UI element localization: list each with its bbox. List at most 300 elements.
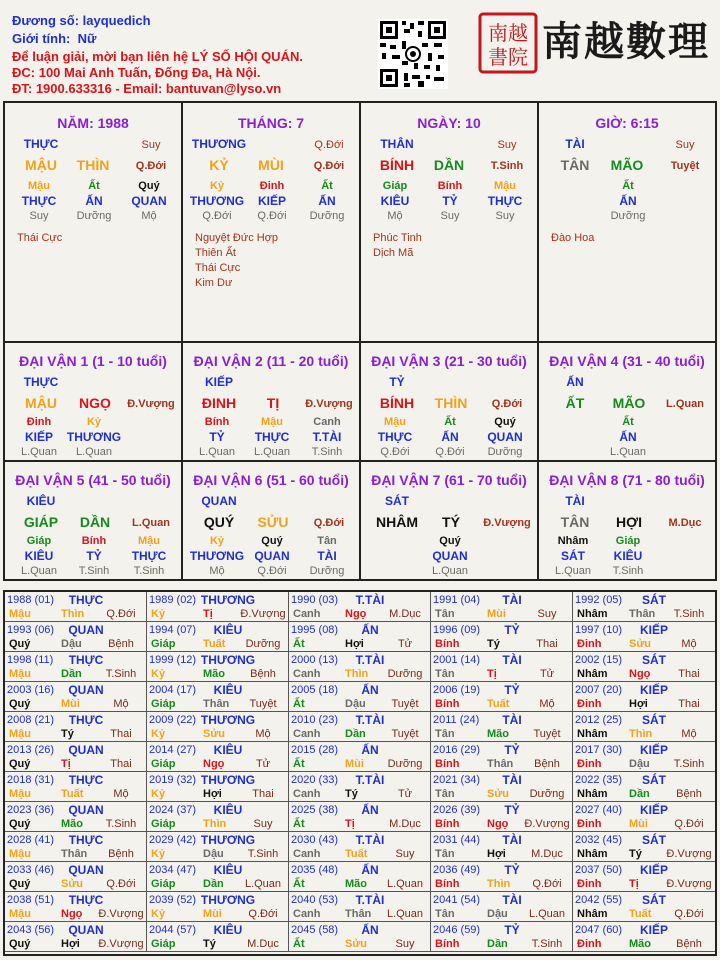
dai-van-6[interactable] xyxy=(183,462,359,579)
dai-van-title[interactable]: ĐẠI VẬN 3 (21 - 30 tuổi) xyxy=(371,353,527,369)
hidden-life: Dưỡng xyxy=(309,565,345,577)
year-star: SÁT xyxy=(642,713,666,727)
year-label: 2006 (19) xyxy=(433,684,481,696)
year-cell[interactable] xyxy=(289,742,431,772)
year-star: TÀI xyxy=(502,833,522,847)
year-life-stage: Mộ xyxy=(113,788,129,800)
year-stem: Đinh xyxy=(577,818,602,830)
hidden-life: Q.Đới xyxy=(380,446,410,458)
hidden-stem: Tân xyxy=(317,535,337,547)
hidden-life: Suy xyxy=(29,210,49,222)
year-label: 2003 (16) xyxy=(7,684,55,696)
year-branch: Thân xyxy=(345,908,372,920)
year-label: 2002 (15) xyxy=(575,654,623,666)
year-label: 1994 (07) xyxy=(149,624,197,636)
year-stem: Kỷ xyxy=(151,668,166,680)
hidden-star: QUAN xyxy=(432,549,468,563)
year-cell[interactable] xyxy=(289,772,431,802)
dai-van-2[interactable] xyxy=(183,343,359,460)
year-life-stage: Đ.Vượng xyxy=(98,908,144,920)
year-life-stage: Thai xyxy=(678,698,700,710)
dai-van-title[interactable]: ĐẠI VẬN 6 (51 - 60 tuổi) xyxy=(193,472,349,488)
dai-van-4[interactable] xyxy=(539,343,715,460)
year-branch: Sửu xyxy=(345,938,368,950)
hidden-stem: Nhâm xyxy=(557,535,589,547)
year-stem: Ất xyxy=(293,638,305,650)
dai-van-8[interactable] xyxy=(539,462,715,579)
year-label: 2030 (43) xyxy=(291,834,339,846)
pillar-can-chi-star: Q.Đới xyxy=(313,160,345,172)
dai-van-title[interactable]: ĐẠI VẬN 2 (11 - 20 tuổi) xyxy=(193,353,349,369)
year-cell[interactable] xyxy=(573,802,715,832)
pillar-title: NĂM: 1988 xyxy=(57,115,129,131)
year-cell[interactable] xyxy=(5,622,147,652)
hidden-star: ẤN xyxy=(85,194,103,208)
year-life-stage: Thai xyxy=(110,728,132,740)
year-branch: Dần xyxy=(61,668,82,680)
year-life-stage: Suy xyxy=(395,848,415,860)
hidden-stem: Ất xyxy=(88,180,100,192)
shensha-item: Thiên Ất xyxy=(195,247,236,259)
year-cell[interactable] xyxy=(289,592,431,622)
year-star: THƯƠNG xyxy=(200,593,256,607)
shensha-item: Dịch Mã xyxy=(373,247,414,259)
year-stem: Quý xyxy=(9,638,31,650)
dai-van-can: TÂN xyxy=(560,514,590,530)
year-branch: Tuất xyxy=(487,698,510,710)
year-cell[interactable] xyxy=(5,892,147,922)
hidden-stem: Kỷ xyxy=(209,535,225,547)
hidden-star: THỰC xyxy=(487,194,523,208)
year-branch: Tị xyxy=(345,818,355,830)
hidden-life: T.Sinh xyxy=(133,565,165,577)
svg-text:南越: 南越 xyxy=(488,21,528,45)
year-life-stage: M.Dục xyxy=(389,608,421,620)
year-stem: Ất xyxy=(293,878,305,890)
year-star: THƯƠNG xyxy=(200,833,256,847)
year-stem: Kỷ xyxy=(151,848,166,860)
hidden-life: Q.Đới xyxy=(435,446,465,458)
hidden-life: Dưỡng xyxy=(76,210,112,222)
year-label: 2018 (31) xyxy=(7,774,55,786)
year-stem: Kỷ xyxy=(151,788,166,800)
year-stem: Tân xyxy=(435,908,455,920)
pillar-title: THÁNG: 7 xyxy=(237,115,305,131)
hidden-star: QUAN xyxy=(487,430,523,444)
year-cell[interactable] xyxy=(431,832,573,862)
year-cell[interactable] xyxy=(147,772,289,802)
hidden-star: ẤN xyxy=(619,430,637,444)
year-stem: Quý xyxy=(9,878,31,890)
qr-code-icon[interactable] xyxy=(378,19,448,89)
hidden-life: L.Quan xyxy=(198,446,236,458)
year-life-stage: L.Quan xyxy=(386,908,424,920)
dai-van-title[interactable]: ĐẠI VẬN 4 (31 - 40 tuổi) xyxy=(549,353,705,369)
year-cell[interactable] xyxy=(289,892,431,922)
year-life-stage: Suy xyxy=(395,938,415,950)
year-cell[interactable] xyxy=(289,622,431,652)
year-cell[interactable] xyxy=(431,682,573,712)
pillar-can-chi-star: Q.Đới xyxy=(135,160,167,172)
hidden-star: THỰC xyxy=(377,430,413,444)
year-star: KIẾP xyxy=(639,863,668,877)
year-cell[interactable] xyxy=(5,682,147,712)
year-cell[interactable] xyxy=(147,742,289,772)
year-branch: Tuất xyxy=(61,788,84,800)
year-label: 2027 (40) xyxy=(575,804,623,816)
year-branch: Ngọ xyxy=(203,758,225,770)
year-cell[interactable] xyxy=(431,772,573,802)
year-branch: Mùi xyxy=(629,818,648,830)
hidden-stem: Kỷ xyxy=(86,416,102,428)
hidden-star: THỰC xyxy=(131,549,167,563)
year-label: 2007 (20) xyxy=(575,684,623,696)
year-life-stage: Mộ xyxy=(539,698,555,710)
year-stem: Mậu xyxy=(9,668,31,680)
year-cell[interactable] xyxy=(573,652,715,682)
year-cell[interactable] xyxy=(431,622,573,652)
year-star: SÁT xyxy=(642,833,666,847)
year-cell[interactable] xyxy=(431,922,573,952)
dai-van-3[interactable] xyxy=(361,343,537,460)
year-star: TỶ xyxy=(504,803,520,817)
year-cell[interactable] xyxy=(5,712,147,742)
year-life-stage: Đ.Vượng xyxy=(666,848,712,860)
year-cell[interactable] xyxy=(5,832,147,862)
year-stem: Nhâm xyxy=(577,728,608,740)
year-stem: Ất xyxy=(293,938,305,950)
year-branch: Dần xyxy=(629,788,650,800)
year-life-stage: M.Dục xyxy=(247,938,279,950)
year-branch: Dậu xyxy=(61,638,82,650)
year-branch: Tuất xyxy=(629,908,652,920)
year-cell[interactable] xyxy=(573,892,715,922)
year-cell[interactable] xyxy=(147,622,289,652)
dai-van-title[interactable]: ĐẠI VẬN 8 (71 - 80 tuổi) xyxy=(549,472,705,488)
year-stem: Quý xyxy=(9,818,31,830)
year-life-stage: Đ.Vượng xyxy=(524,818,570,830)
year-star: KIÊU xyxy=(213,623,243,637)
hidden-life: L.Quan xyxy=(609,446,647,458)
year-cell[interactable] xyxy=(573,592,715,622)
hidden-star: THỰC xyxy=(254,430,290,444)
year-cell[interactable] xyxy=(147,712,289,742)
year-cell[interactable] xyxy=(431,862,573,892)
shensha-item: Phúc Tinh xyxy=(373,232,422,244)
year-stem: Giáp xyxy=(151,698,176,710)
dai-van-can: QUÝ xyxy=(203,514,235,530)
year-life-stage: L.Quan xyxy=(244,878,282,890)
year-cell[interactable] xyxy=(573,712,715,742)
hidden-life: L.Quan xyxy=(253,446,291,458)
year-cell[interactable] xyxy=(289,712,431,742)
year-branch: Thân xyxy=(61,848,88,860)
year-branch: Tuất xyxy=(203,638,226,650)
hidden-life: Dưỡng xyxy=(610,210,646,222)
year-cell[interactable] xyxy=(431,592,573,622)
year-branch: Mùi xyxy=(345,758,364,770)
year-cell[interactable] xyxy=(573,772,715,802)
year-life-stage: Q.Đới xyxy=(248,908,278,920)
year-label: 2019 (32) xyxy=(149,774,197,786)
year-label: 2028 (41) xyxy=(7,834,55,846)
year-cell[interactable] xyxy=(431,892,573,922)
dai-van-life: Đ.Vượng xyxy=(127,398,175,410)
year-branch: Mão xyxy=(345,878,367,890)
year-star: THỰC xyxy=(68,593,104,607)
year-life-stage: T.Sinh xyxy=(247,848,279,860)
year-branch: Mão xyxy=(629,938,651,950)
pillar-4 xyxy=(539,103,715,341)
year-label: 1997 (10) xyxy=(575,624,623,636)
hidden-star: KIÊU xyxy=(613,549,643,563)
dai-van-title[interactable]: ĐẠI VẬN 7 (61 - 70 tuổi) xyxy=(371,472,527,488)
year-cell[interactable] xyxy=(5,862,147,892)
hidden-star: THƯƠNG xyxy=(189,194,245,208)
year-label: 1996 (09) xyxy=(433,624,481,636)
dai-van-chi: NGỌ xyxy=(79,395,111,411)
year-star: QUAN xyxy=(68,863,104,877)
chart-owner: Đương số: layquedich xyxy=(12,13,151,28)
year-branch: Tuất xyxy=(345,848,368,860)
year-label: 2031 (44) xyxy=(433,834,481,846)
contact-line: Để luận giải, mời bạn liên hệ LÝ SỐ HỘI QUÁN. xyxy=(12,49,303,64)
year-cell[interactable] xyxy=(5,922,147,952)
year-stem: Bính xyxy=(435,818,460,830)
year-label: 1990 (03) xyxy=(291,594,339,606)
year-cell[interactable] xyxy=(147,592,289,622)
year-star: KIÊU xyxy=(213,863,243,877)
dai-van-7[interactable] xyxy=(361,462,537,579)
phone-email-line[interactable]: ĐT: 1900.633316 - Email: bantuvan@lyso.vn xyxy=(12,81,282,96)
year-label: 1995 (08) xyxy=(291,624,339,636)
year-label: 2011 (24) xyxy=(433,714,480,726)
year-cell[interactable] xyxy=(573,682,715,712)
dai-van-can: MẬU xyxy=(25,395,57,411)
year-cell[interactable] xyxy=(5,772,147,802)
year-star: KIÊU xyxy=(213,923,243,937)
year-cell[interactable] xyxy=(5,802,147,832)
year-cell[interactable] xyxy=(5,592,147,622)
pillar-chi: THÌN xyxy=(76,157,110,173)
year-cell[interactable] xyxy=(147,832,289,862)
dai-van-star: KIẾP xyxy=(204,375,233,389)
year-cell[interactable] xyxy=(573,832,715,862)
year-branch: Thìn xyxy=(629,728,653,740)
year-label: 2013 (26) xyxy=(7,744,55,756)
year-cell[interactable] xyxy=(147,892,289,922)
year-star: TÀI xyxy=(502,773,522,787)
hidden-stem: Quý xyxy=(261,535,283,547)
year-star: THỰC xyxy=(68,893,104,907)
year-label: 2000 (13) xyxy=(291,654,339,666)
year-label: 2016 (29) xyxy=(433,744,481,756)
year-cell[interactable] xyxy=(289,862,431,892)
year-cell[interactable] xyxy=(573,922,715,952)
year-branch: Tý xyxy=(345,788,358,800)
year-life-stage: Dưỡng xyxy=(529,788,565,800)
year-cell[interactable] xyxy=(5,652,147,682)
year-life-stage: Dưỡng xyxy=(387,668,423,680)
year-star: KIẾP xyxy=(639,743,668,757)
year-label: 2039 (52) xyxy=(149,894,197,906)
year-stem: Tân xyxy=(435,788,455,800)
year-label: 2010 (23) xyxy=(291,714,339,726)
year-life-stage: Tử xyxy=(255,758,271,770)
year-life-stage: M.Dục xyxy=(389,818,421,830)
year-cell[interactable] xyxy=(573,862,715,892)
year-life-stage: L.Quan xyxy=(386,878,424,890)
pillar-top-life: Q.Đới xyxy=(314,139,344,151)
year-star: TÀI xyxy=(502,713,522,727)
hidden-life: T.Sinh xyxy=(612,565,644,577)
year-branch: Dần xyxy=(487,938,508,950)
year-cell[interactable] xyxy=(289,682,431,712)
year-stem: Đinh xyxy=(577,698,602,710)
year-label: 2040 (53) xyxy=(291,894,339,906)
hidden-star: SÁT xyxy=(561,549,585,563)
year-cell[interactable] xyxy=(289,832,431,862)
gender: Giới tính: Nữ xyxy=(12,31,97,46)
year-cell[interactable] xyxy=(147,652,289,682)
hidden-life: L.Quan xyxy=(75,446,113,458)
dai-van-can: NHÂM xyxy=(376,514,418,530)
year-star: T.TÀI xyxy=(355,833,385,847)
pillar-chi: MÃO xyxy=(610,157,644,173)
dai-van-chi: TỊ xyxy=(266,395,280,411)
year-life-stage: Bệnh xyxy=(250,668,276,680)
year-star: ẤN xyxy=(361,863,379,877)
year-label: 2022 (35) xyxy=(575,774,623,786)
dai-van-star: TỶ xyxy=(389,375,405,389)
year-stem: Nhâm xyxy=(577,848,608,860)
year-cell[interactable] xyxy=(5,742,147,772)
year-cell[interactable] xyxy=(147,922,289,952)
year-life-stage: Bệnh xyxy=(676,938,702,950)
hidden-star: TỶ xyxy=(442,194,458,208)
year-branch: Dậu xyxy=(203,848,224,860)
year-stem: Mậu xyxy=(9,728,31,740)
year-stem: Bính xyxy=(435,938,460,950)
year-branch: Tý xyxy=(629,848,642,860)
address-line: ĐC: 100 Mai Anh Tuấn, Đống Đa, Hà Nội. xyxy=(12,65,261,80)
year-label: 2017 (30) xyxy=(575,744,623,756)
dai-van-life: L.Quan xyxy=(132,517,170,529)
year-star: THƯƠNG xyxy=(200,653,256,667)
year-star: TỶ xyxy=(504,623,520,637)
dai-van-1[interactable] xyxy=(5,343,181,460)
year-label: 2035 (48) xyxy=(291,864,339,876)
year-cell[interactable] xyxy=(431,742,573,772)
hidden-life: Mộ xyxy=(387,210,403,222)
year-stem: Bính xyxy=(435,878,460,890)
year-star: ẤN xyxy=(361,923,379,937)
year-stem: Canh xyxy=(293,788,321,800)
year-star: TỶ xyxy=(504,923,520,937)
year-stem: Giáp xyxy=(151,878,176,890)
year-star: TÀI xyxy=(502,593,522,607)
year-branch: Sửu xyxy=(629,638,652,650)
year-cell[interactable] xyxy=(289,922,431,952)
dai-van-star: QUAN xyxy=(201,494,237,508)
hidden-stem: Đinh xyxy=(26,416,52,428)
dai-van-5[interactable] xyxy=(5,462,181,579)
dai-van-star: KIÊU xyxy=(26,494,56,508)
year-life-stage: Bệnh xyxy=(108,848,134,860)
year-cell[interactable] xyxy=(289,652,431,682)
year-stem: Tân xyxy=(435,728,455,740)
year-star: ẤN xyxy=(361,683,379,697)
hidden-stem: Mậu xyxy=(261,416,283,428)
year-cell[interactable] xyxy=(573,742,715,772)
year-life-stage: Tử xyxy=(397,788,413,800)
year-cell[interactable] xyxy=(147,682,289,712)
hidden-star: ẤN xyxy=(619,194,637,208)
year-star: THỰC xyxy=(68,773,104,787)
year-cell[interactable] xyxy=(431,712,573,742)
hidden-stem: Ất xyxy=(321,180,333,192)
year-label: 1989 (02) xyxy=(149,594,197,606)
hidden-stem: Bính xyxy=(81,535,107,547)
year-branch: Mão xyxy=(487,728,509,740)
dai-van-title[interactable]: ĐẠI VẬN 5 (41 - 50 tuổi) xyxy=(15,472,171,488)
year-stem: Mậu xyxy=(9,788,31,800)
hidden-life: Q.Đới xyxy=(257,565,287,577)
year-cell[interactable] xyxy=(431,802,573,832)
year-label: 2025 (38) xyxy=(291,804,339,816)
year-cell[interactable] xyxy=(147,862,289,892)
shensha-item: Thái Cực xyxy=(195,262,241,274)
dai-van-title[interactable]: ĐẠI VẬN 1 (1 - 10 tuổi) xyxy=(19,353,167,369)
year-label: 2014 (27) xyxy=(149,744,197,756)
year-stem: Đinh xyxy=(577,938,602,950)
year-star: TỶ xyxy=(504,863,520,877)
pillar-can-chi-star: T.Sinh xyxy=(490,160,524,172)
year-star: QUAN xyxy=(68,683,104,697)
dai-van-can: GIÁP xyxy=(23,514,59,530)
dai-van-chi: HỢI xyxy=(616,514,642,530)
year-cell[interactable] xyxy=(431,652,573,682)
pillar-top-star: TÀI xyxy=(565,137,585,151)
year-branch: Tị xyxy=(61,758,71,770)
year-cell[interactable] xyxy=(573,622,715,652)
year-star: T.TÀI xyxy=(355,893,385,907)
year-stem: Ất xyxy=(293,758,305,770)
pillar-title: GIỜ: 6:15 xyxy=(595,115,659,131)
dai-van-star: SÁT xyxy=(385,494,409,508)
year-cell[interactable] xyxy=(147,802,289,832)
year-cell[interactable] xyxy=(289,802,431,832)
year-life-stage: T.Sinh xyxy=(531,938,563,950)
dai-van-chi: DẦN xyxy=(79,514,111,530)
year-branch: Tý xyxy=(203,938,216,950)
year-branch: Hợi xyxy=(345,638,364,650)
year-branch: Ngọ xyxy=(61,908,83,920)
dai-van-can: BÍNH xyxy=(379,395,415,411)
year-life-stage: Suy xyxy=(537,608,557,620)
year-star: KIẾP xyxy=(639,683,668,697)
shensha-item: Thái Cực xyxy=(17,232,63,244)
hidden-star: TÀI xyxy=(317,549,337,563)
year-life-stage: Q.Đới xyxy=(674,818,704,830)
hidden-life: L.Quan xyxy=(554,565,592,577)
year-label: 2023 (36) xyxy=(7,804,55,816)
year-branch: Ngọ xyxy=(487,818,509,830)
hidden-stem: Bính xyxy=(204,416,230,428)
year-life-stage: Tử xyxy=(397,638,413,650)
year-stem: Đinh xyxy=(577,758,602,770)
year-life-stage: Thai xyxy=(536,638,558,650)
